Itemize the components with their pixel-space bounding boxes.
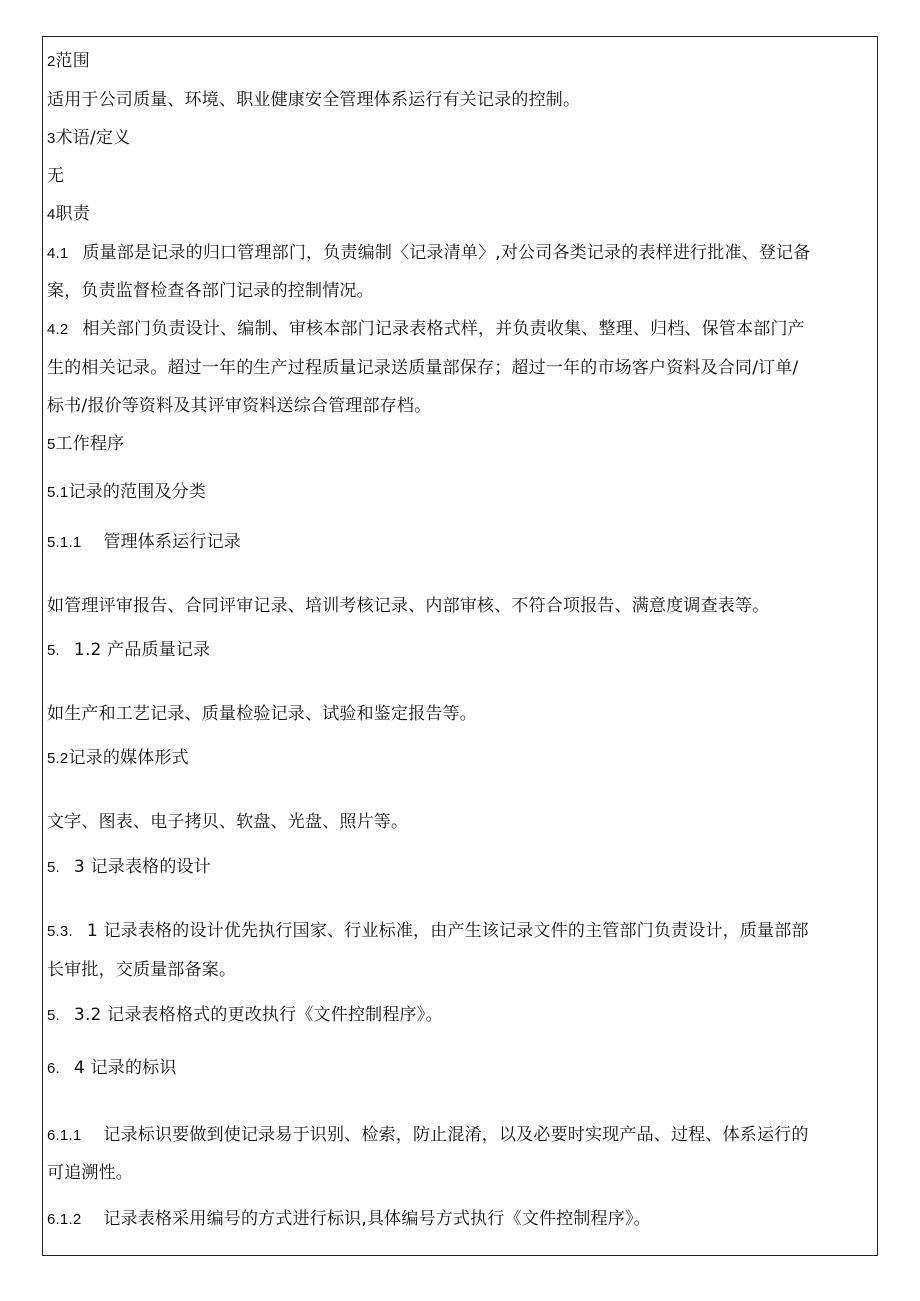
section-number: 5.1	[47, 484, 69, 501]
section-number: 2	[47, 53, 56, 70]
paragraph-line	[47, 1159, 133, 1187]
clause-line	[47, 1001, 443, 1030]
paragraph-line	[47, 392, 431, 420]
subsection-heading	[47, 853, 211, 882]
section-heading	[47, 430, 124, 459]
section-title: 记录的范围及分类	[68, 482, 207, 502]
subsection-heading	[47, 636, 210, 665]
clause-text: 记录表格采用编号的方式进行标识,具体编号方式执行《文件控制程序》。	[103, 1209, 651, 1229]
section-number: 6.	[47, 1060, 60, 1077]
section-title: 术语/定义	[55, 128, 131, 148]
clause-line	[47, 1205, 651, 1234]
paragraph-text: 案，负责监督检查各部门记录的控制情况。	[47, 281, 374, 301]
clause-number: 5.	[47, 1007, 60, 1024]
paragraph-text: 生的相关记录。超过一年的生产过程质量记录送质量部保存；超过一年的市场客户资料及合同/订单/	[47, 358, 799, 378]
paragraph-line	[47, 86, 580, 114]
clause-number: 6.1.2	[47, 1211, 82, 1228]
section-title: 工作程序	[55, 434, 125, 454]
paragraph-line	[47, 700, 477, 728]
paragraph-line	[47, 956, 236, 984]
section-number: 4	[47, 206, 56, 223]
subsection-heading	[47, 528, 241, 557]
paragraph-text: 如生产和工艺记录、质量检验记录、试验和鉴定报告等。	[47, 704, 477, 724]
clause-text: 记录标识要做到使记录易于识别、检索，防止混淆，以及必要时实现产品、过程、体系运行的	[103, 1125, 809, 1145]
section-title: 职责	[55, 204, 90, 224]
section-number: 3	[47, 130, 56, 147]
section-title: 1.2 产品质量记录	[73, 640, 211, 660]
section-heading	[47, 47, 90, 76]
paragraph-text: 文字、图表、电子拷贝、软盘、光盘、照片等。	[47, 812, 409, 832]
section-heading	[47, 124, 130, 153]
clause-text: 1 记录表格的设计优先执行国家、行业标准，由产生该记录文件的主管部门负责设计，质量部部	[86, 921, 809, 941]
paragraph-line	[47, 162, 64, 190]
paragraph-text: 标书/报价等资料及其评审资料送综合管理部存档。	[47, 396, 432, 416]
section-title: 3 记录表格的设计	[73, 857, 211, 877]
clause-text: 3.2 记录表格格式的更改执行《文件控制程序》。	[73, 1005, 443, 1025]
section-title: 记录的媒体形式	[68, 748, 189, 768]
section-heading	[47, 200, 90, 229]
paragraph-line	[47, 592, 769, 620]
clause-number: 5.3.	[47, 923, 73, 940]
clause-line	[47, 917, 809, 946]
section-number: 5.	[47, 859, 60, 876]
paragraph-text: 无	[47, 166, 65, 186]
clause-text: 相关部门负责设计、编制、审核本部门记录表格式样，并负责收集、整理、归档、保管本部门产	[82, 319, 805, 339]
section-number: 5	[47, 436, 56, 453]
paragraph-text: 长审批，交质量部备案。	[47, 960, 237, 980]
subsection-heading	[47, 1054, 177, 1083]
clause-number: 4.1	[47, 245, 69, 262]
paragraph-text: 可追溯性。	[47, 1163, 133, 1183]
clause-line	[47, 239, 810, 268]
clause-line	[47, 1121, 809, 1150]
clause-text: 质量部是记录的归口管理部门，负责编制〈记录清单〉,对公司各类记录的表样进行批准、登记备	[82, 243, 811, 263]
clause-number: 4.2	[47, 321, 69, 338]
section-title: 4 记录的标识	[73, 1058, 177, 1078]
subsection-heading	[47, 744, 189, 773]
paragraph-line	[47, 808, 408, 836]
paragraph-line	[47, 354, 798, 382]
section-title: 范围	[55, 51, 90, 71]
clause-line	[47, 315, 805, 344]
section-number: 5.1.1	[47, 534, 82, 551]
section-number: 5.	[47, 642, 60, 659]
clause-number: 6.1.1	[47, 1127, 82, 1144]
paragraph-line	[47, 277, 374, 305]
subsection-heading	[47, 478, 206, 507]
section-number: 5.2	[47, 750, 69, 767]
paragraph-text: 适用于公司质量、环境、职业健康安全管理体系运行有关记录的控制。	[47, 90, 581, 110]
section-title: 管理体系运行记录	[103, 532, 241, 552]
paragraph-text: 如管理评审报告、合同评审记录、培训考核记录、内部审核、不符合项报告、满意度调查表等。	[47, 596, 770, 616]
